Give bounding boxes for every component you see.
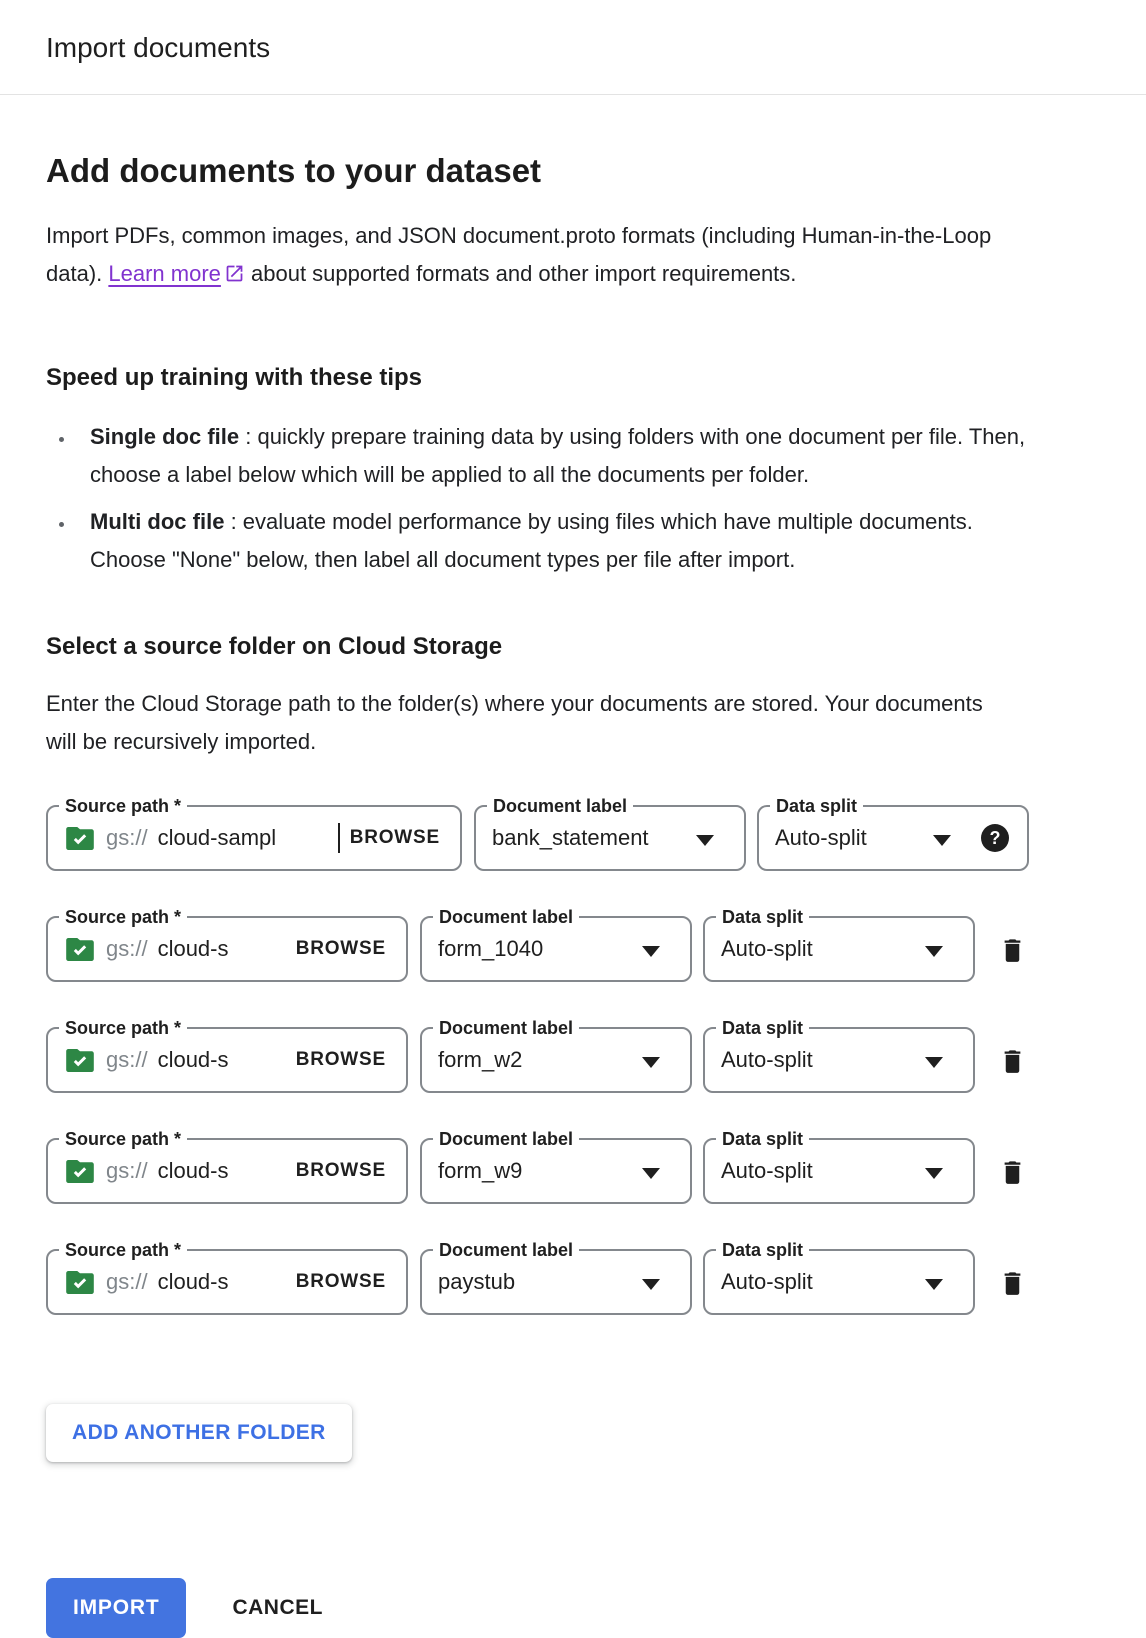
source-folder-row — [46, 796, 1100, 871]
tip-single-doc-file — [76, 418, 1026, 494]
data-split-label: Data split — [716, 1128, 809, 1150]
document-label-label: Document label — [433, 1017, 579, 1039]
data-split-value: Auto-split — [721, 1047, 813, 1072]
data-split-label: Data split — [716, 1017, 809, 1039]
page-title: Add documents to your dataset — [46, 152, 542, 189]
chevron-down-icon — [642, 1168, 660, 1179]
folder-check-icon — [66, 1049, 94, 1072]
chevron-down-icon — [925, 1057, 943, 1068]
add-another-folder-button[interactable]: ADD ANOTHER FOLDER — [46, 1404, 352, 1462]
data-split-select[interactable] — [703, 907, 975, 982]
source-path-label: Source path * — [59, 1128, 187, 1150]
data-split-label: Data split — [770, 795, 863, 817]
source-folders-form — [46, 796, 1100, 1315]
dialog-actions — [46, 1578, 1100, 1638]
data-split-value: Auto-split — [721, 1269, 813, 1294]
data-split-select[interactable] — [703, 1129, 975, 1204]
browse-button[interactable]: BROWSE — [288, 1265, 390, 1299]
document-label-select[interactable] — [420, 907, 692, 982]
data-split-value: Auto-split — [721, 936, 813, 961]
source-path-field[interactable] — [46, 907, 408, 982]
tip-text: : quickly prepare training data by using folders with one document per file. Then, choose a label below which will be applied to all the documents per folder. — [90, 424, 1026, 487]
browse-button[interactable]: BROWSE — [342, 821, 444, 855]
chevron-down-icon — [933, 835, 951, 846]
document-label-label: Document label — [487, 795, 633, 817]
folder-check-icon — [66, 827, 94, 850]
document-label-value: form_w2 — [438, 1047, 523, 1072]
intro-text-before: Import PDFs, common images, and JSON document.proto formats (including Human-in-the-Loop data). — [46, 223, 992, 286]
source-path-value: cloud-sampl — [157, 825, 277, 850]
data-split-value: Auto-split — [721, 1158, 813, 1183]
document-label-label: Document label — [433, 1128, 579, 1150]
source-folder-row — [46, 1018, 1100, 1093]
delete-row-button[interactable] — [997, 1267, 1028, 1298]
folder-check-icon — [66, 938, 94, 961]
tips-list — [46, 418, 1100, 579]
data-split-label: Data split — [716, 906, 809, 928]
data-split-value: Auto-split — [775, 825, 867, 850]
dialog-title: Import documents — [46, 32, 271, 63]
source-path-field[interactable] — [46, 1240, 408, 1315]
learn-more-label: Learn more — [108, 261, 221, 286]
source-path-label: Source path * — [59, 906, 187, 928]
tips-heading: Speed up training with these tips — [46, 364, 423, 391]
document-label-select[interactable] — [420, 1129, 692, 1204]
import-dialog-body — [0, 149, 1146, 1638]
intro-paragraph — [46, 217, 1036, 296]
chevron-down-icon — [925, 1279, 943, 1290]
cancel-button[interactable]: CANCEL — [232, 1596, 323, 1619]
source-folder-row — [46, 1240, 1100, 1315]
learn-more-link[interactable] — [108, 261, 221, 286]
document-label-value: form_1040 — [438, 936, 544, 961]
dialog-header — [0, 0, 1146, 95]
document-label-value: paystub — [438, 1269, 516, 1294]
data-split-label: Data split — [716, 1239, 809, 1261]
folder-check-icon — [66, 1271, 94, 1294]
source-path-value: cloud-s — [157, 1269, 229, 1294]
data-split-select[interactable] — [703, 1240, 975, 1315]
help-icon[interactable]: ? — [981, 824, 1009, 852]
tip-term: Multi doc file — [90, 509, 225, 534]
source-path-label: Source path * — [59, 795, 187, 817]
source-path-value: cloud-s — [157, 1047, 229, 1072]
chevron-down-icon — [925, 946, 943, 957]
gs-prefix: gs:// — [106, 1269, 148, 1294]
document-label-label: Document label — [433, 1239, 579, 1261]
source-path-field[interactable] — [46, 796, 462, 871]
data-split-select[interactable] — [757, 796, 1029, 871]
tip-multi-doc-file — [76, 503, 1026, 579]
browse-button[interactable]: BROWSE — [288, 932, 390, 966]
tip-text: : evaluate model performance by using files which have multiple documents. Choose "None" below, then label all document types per file after import. — [90, 509, 973, 572]
document-label-select[interactable] — [420, 1018, 692, 1093]
browse-button[interactable]: BROWSE — [288, 1043, 390, 1077]
document-label-select[interactable] — [474, 796, 746, 871]
source-folder-description: Enter the Cloud Storage path to the folder(s) where your documents are stored. Your documents will be recursively imported. — [46, 691, 983, 754]
source-path-label: Source path * — [59, 1239, 187, 1261]
chevron-down-icon — [925, 1168, 943, 1179]
chevron-down-icon — [642, 1279, 660, 1290]
tip-term: Single doc file — [90, 424, 240, 449]
gs-prefix: gs:// — [106, 936, 148, 961]
delete-row-button[interactable] — [997, 1156, 1028, 1187]
browse-button[interactable]: BROWSE — [288, 1154, 390, 1188]
delete-row-button[interactable] — [997, 1045, 1028, 1076]
document-label-select[interactable] — [420, 1240, 692, 1315]
document-label-label: Document label — [433, 906, 579, 928]
delete-row-button[interactable] — [997, 934, 1028, 965]
source-folder-row — [46, 1129, 1100, 1204]
source-path-label: Source path * — [59, 1017, 187, 1039]
import-button[interactable]: IMPORT — [46, 1578, 186, 1638]
gs-prefix: gs:// — [106, 1047, 148, 1072]
chevron-down-icon — [696, 835, 714, 846]
source-path-field[interactable] — [46, 1129, 408, 1204]
folder-check-icon — [66, 1160, 94, 1183]
source-folder-row — [46, 907, 1100, 982]
document-label-value: form_w9 — [438, 1158, 523, 1183]
chevron-down-icon — [642, 946, 660, 957]
source-path-field[interactable] — [46, 1018, 408, 1093]
source-path-value: cloud-s — [157, 1158, 229, 1183]
external-link-icon — [224, 258, 245, 296]
source-folder-heading: Select a source folder on Cloud Storage — [46, 633, 503, 660]
data-split-select[interactable] — [703, 1018, 975, 1093]
intro-text-after: about supported formats and other import requirements. — [244, 261, 797, 286]
document-label-value: bank_statement — [492, 825, 649, 850]
source-path-value: cloud-s — [157, 936, 229, 961]
gs-prefix: gs:// — [106, 825, 148, 850]
chevron-down-icon — [642, 1057, 660, 1068]
gs-prefix: gs:// — [106, 1158, 148, 1183]
text-cursor — [338, 823, 340, 853]
